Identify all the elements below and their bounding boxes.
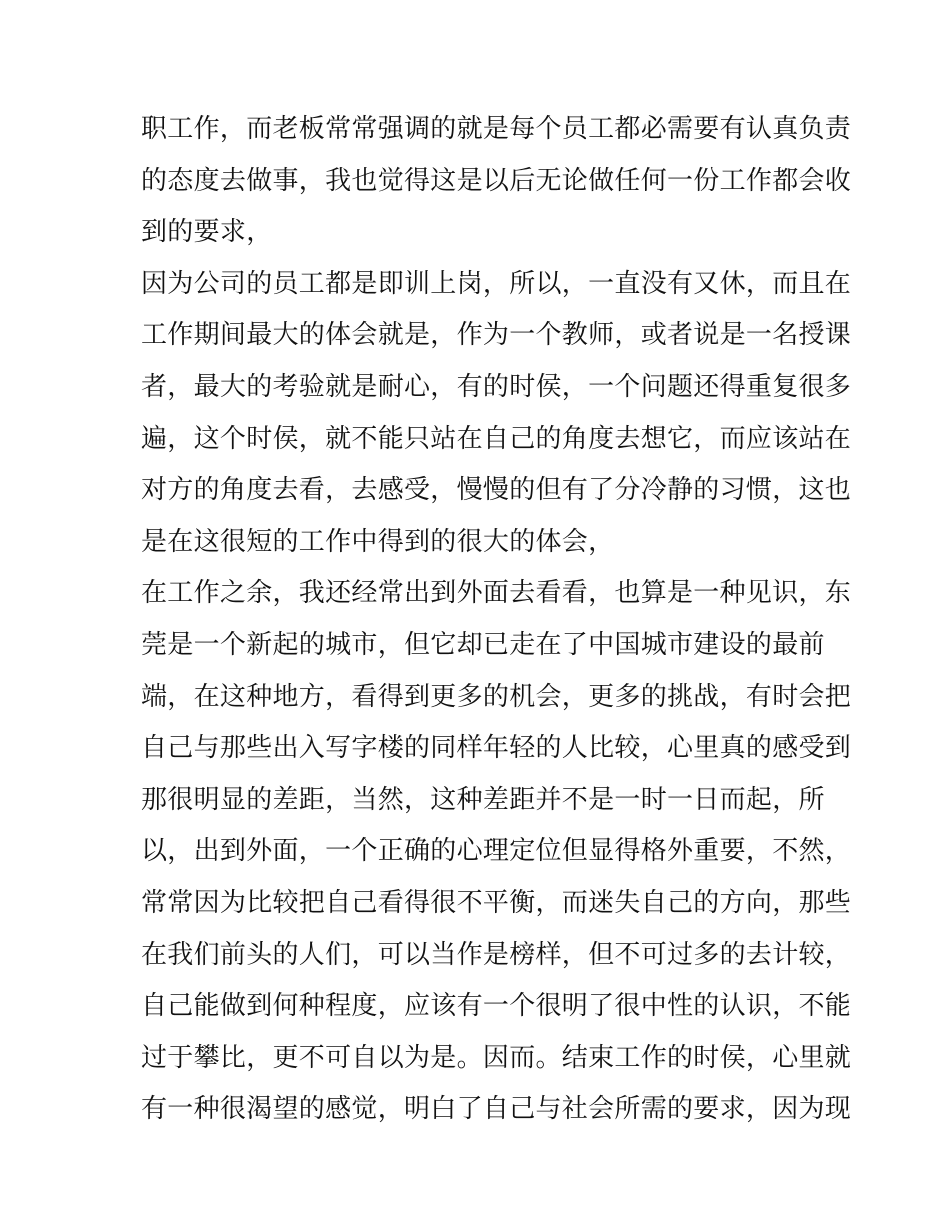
text-line: 的态度去做事，我也觉得这是以后无论做任何一份工作都会收 [141,165,852,196]
text-line: 常常因为比较把自己看得很不平衡，而迷失自己的方向，那些 [141,887,852,918]
text-line: 端，在这种地方，看得到更多的机会，更多的挑战，有时会把 [141,681,852,712]
text-line: 在工作之余，我还经常出到外面去看看，也算是一种见识，东 [141,578,852,609]
text-line: 有一种很渴望的感觉，明白了自己与社会所需的要求，因为现 [141,1094,852,1125]
text-line: 那很明显的差距，当然，这种差距并不是一时一日而起，所 [141,784,825,815]
text-line: 到的要求， [141,217,273,248]
text-line: 者，最大的考验就是耐心，有的时侯，一个问题还得重复很多 [141,371,852,402]
text-line: 是在这很短的工作中得到的很大的体会， [141,526,615,557]
text-line: 遍，这个时侯，就不能只站在自己的角度去想它，而应该站在 [141,423,852,454]
text-line: 对方的角度去看，去感受，慢慢的但有了分冷静的习惯，这也 [141,475,852,506]
text-line: 莞是一个新起的城市，但它却已走在了中国城市建设的最前 [141,629,825,660]
text-line: 职工作，而老板常常强调的就是每个员工都必需要有认真负责 [141,114,852,144]
text-line: 自己与那些出入写字楼的同样年轻的人比较，心里真的感受到 [141,733,852,764]
text-line: 自己能做到何种程度，应该有一个很明了很中性的认识，不能 [141,991,852,1022]
text-line: 过于攀比，更不可自以为是。因而。结束工作的时侯，心里就 [141,1042,852,1073]
text-line: 工作期间最大的体会就是，作为一个教师，或者说是一名授课 [141,320,852,351]
text-line: 因为公司的员工都是即训上岗，所以，一直没有又休，而且在 [141,268,852,299]
body-text [141,104,852,1136]
text-line: 以，出到外面，一个正确的心理定位但显得格外重要，不然， [141,836,852,867]
text-line: 在我们前头的人们，可以当作是榜样，但不可过多的去计较， [141,939,852,970]
